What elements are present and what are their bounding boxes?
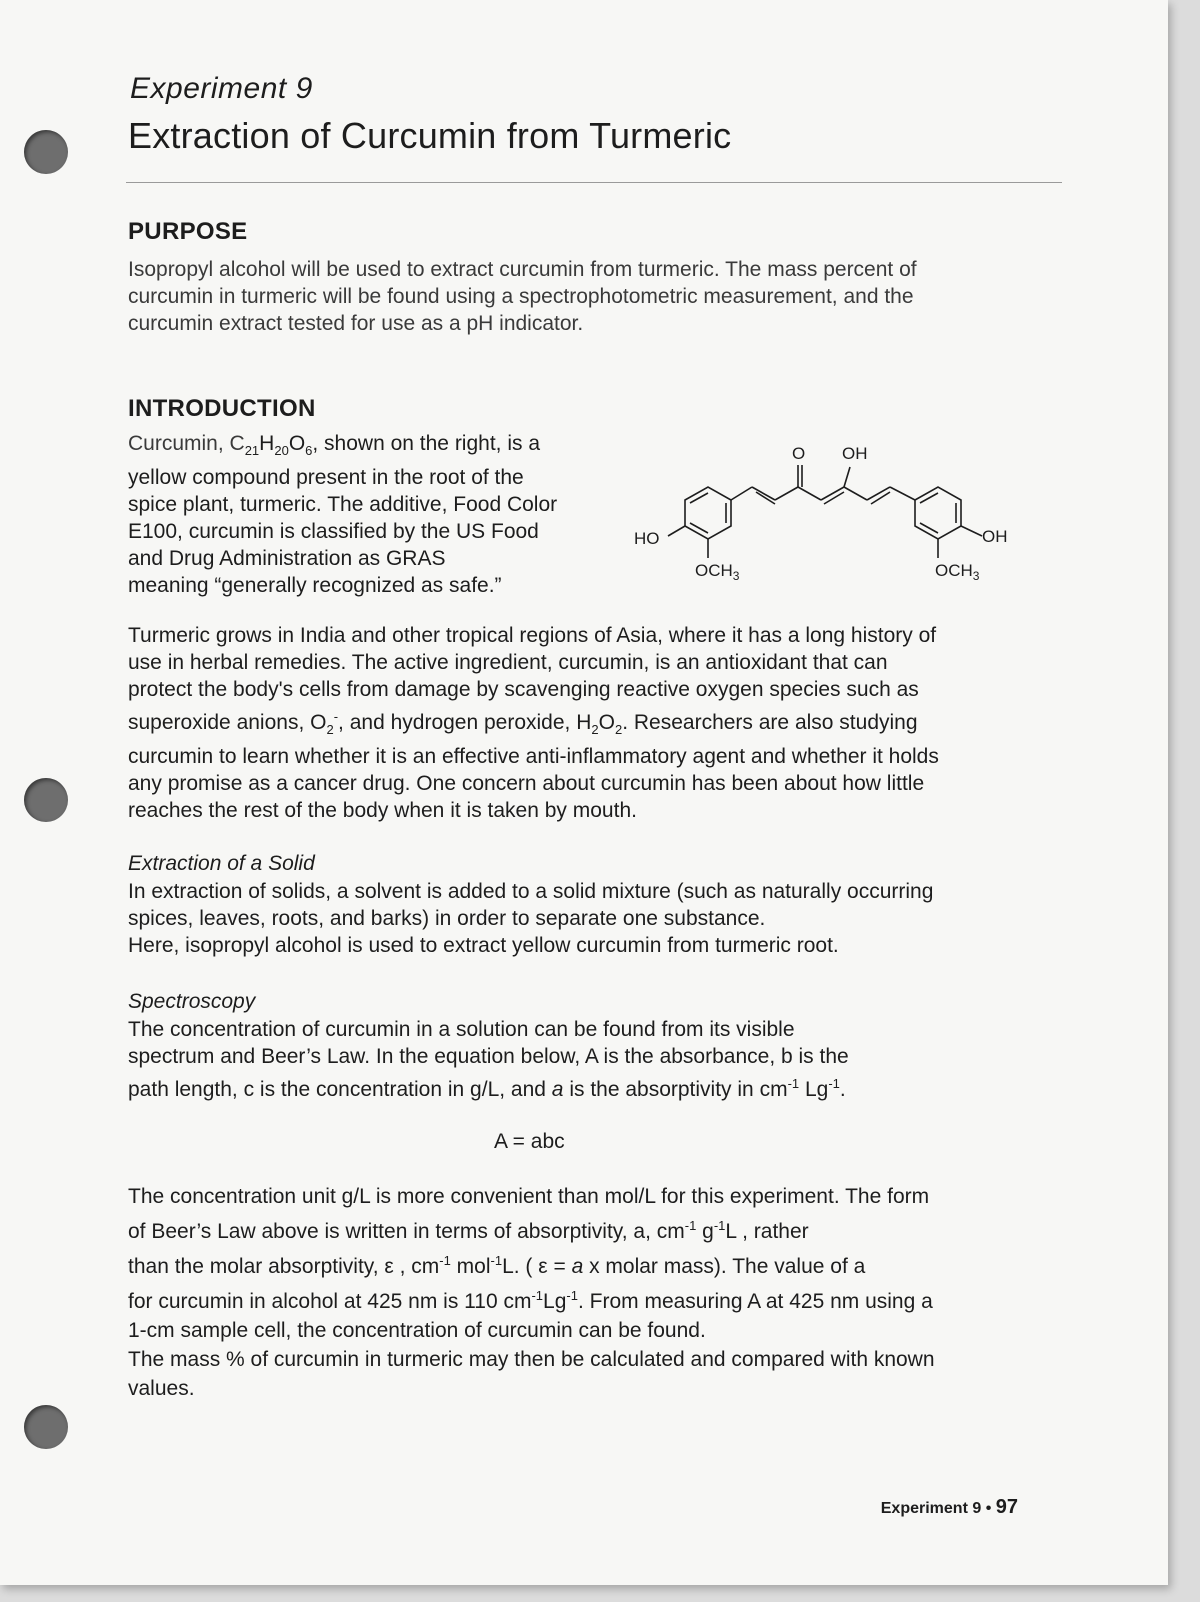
paragraph-line [128, 1211, 935, 1246]
page-number: 97 [995, 1496, 1018, 1518]
exponent: -1 [531, 1288, 544, 1303]
formula-sub: 6 [305, 443, 313, 459]
intro-line: and Drug Administration as GRAS [128, 547, 446, 571]
page-footer [881, 1496, 1018, 1519]
paragraph-line: Here, isopropyl alcohol is used to extract yellow curcumin from turmeric root. [128, 934, 839, 957]
paragraph-line: Turmeric grows in India and other tropical regions of Asia, where it has a long history of [128, 624, 937, 647]
purpose-paragraph [128, 256, 917, 337]
paragraph-line: In extraction of solids, a solvent is added to a solid mixture (such as naturally occurring [128, 880, 934, 903]
text-run: path length, c is the concentration in g/L, and [128, 1078, 552, 1101]
label-ho: HO [634, 529, 660, 548]
intro-line: spice plant, turmeric. The additive, Food Color [128, 493, 558, 517]
variable-a: a [551, 1078, 564, 1101]
text-run: than the molar absorptivity, ε , cm [128, 1255, 440, 1278]
formula-suffix: , shown on the right, is a [312, 432, 541, 455]
footer-bullet: • [985, 1500, 992, 1517]
extraction-heading: Extraction of a Solid [128, 852, 315, 875]
text-run: L , rather [725, 1220, 809, 1243]
variable-a: a [571, 1255, 584, 1278]
binder-hole [24, 778, 68, 822]
extraction-paragraph [128, 878, 933, 959]
purpose-line: Isopropyl alcohol will be used to extract curcumin from turmeric. The mass percent of [128, 258, 917, 281]
text-run: . [839, 1078, 846, 1101]
paragraph-line: The concentration of curcumin in a solution can be found from its visible [128, 1018, 795, 1041]
label-methoxy-right [935, 561, 980, 583]
experiment-label: Experiment 9 [130, 72, 313, 105]
spectroscopy-heading: Spectroscopy [128, 990, 256, 1013]
structure-bonds [668, 465, 982, 558]
label-oh-right: OH [982, 527, 1008, 546]
methoxy-text: OCH [935, 561, 973, 580]
beers-law-equation: A = abc [494, 1130, 565, 1153]
paragraph-line: reaches the rest of the body when it is taken by mouth. [128, 799, 637, 823]
exponent: -1 [439, 1253, 451, 1268]
introduction-heading: INTRODUCTION [128, 395, 316, 422]
paragraph-line: 1-cm sample cell, the concentration of curcumin can be found. [128, 1319, 706, 1342]
curcumin-structure-diagram [634, 440, 1020, 600]
spectroscopy-paragraph [128, 1016, 849, 1103]
text-run: x molar mass). The value of a [583, 1255, 866, 1278]
peroxide-suffix: . Researchers are also studying [622, 711, 918, 734]
text-run: is the absorptivity in cm [563, 1078, 788, 1101]
label-enol-oh: OH [842, 444, 868, 463]
paragraph-line: spices, leaves, roots, and barks) in order to separate one substance. [128, 907, 766, 930]
footer-label: Experiment 9 [880, 1500, 982, 1517]
exponent: -1 [713, 1218, 726, 1233]
paragraph-line: spectrum and Beer’s Law. In the equation below, A is the absorbance, b is the [128, 1045, 849, 1068]
binder-hole [24, 130, 68, 174]
formula-o: O [288, 432, 306, 455]
methoxy-sub: 3 [972, 569, 980, 583]
binder-hole [24, 1405, 68, 1449]
text-run: of Beer’s Law above is written in terms of absorptivity, a, cm [128, 1220, 685, 1243]
paragraph-line [128, 1070, 849, 1103]
paragraph-line: use in herbal remedies. The active ingredient, curcumin, is an antioxidant that can [128, 651, 888, 674]
introduction-side-text [128, 430, 557, 599]
peroxide-o: O [598, 711, 615, 734]
exponent: -1 [828, 1076, 840, 1091]
paragraph-line: any promise as a cancer drug. One concern about curcumin has been about how little [128, 772, 925, 796]
paragraph-line: values. [128, 1377, 195, 1400]
formula-prefix: Curcumin, C [128, 432, 245, 455]
paragraph-line: protect the body's cells from damage by scavenging reactive oxygen species such as [128, 678, 919, 701]
formula-sub: 20 [274, 443, 289, 459]
paragraph-line: The mass % of curcumin in turmeric may then be calculated and compared with known [128, 1348, 935, 1371]
paragraph-line [128, 1281, 935, 1316]
text-run: Lg [543, 1290, 567, 1313]
paragraph-line: curcumin to learn whether it is an effective anti-inflammatory agent and whether it holds [128, 745, 939, 769]
exponent: -1 [566, 1288, 578, 1303]
paragraph-line: The concentration unit g/L is more convenient than mol/L for this experiment. The form [128, 1185, 930, 1208]
text-run: Lg [799, 1078, 829, 1101]
peroxide-text: , and hydrogen peroxide, H [338, 711, 592, 734]
text-run: L. ( ε = [502, 1255, 572, 1278]
superoxide-line [128, 703, 939, 743]
purpose-heading: PURPOSE [128, 218, 248, 245]
exponent: -1 [787, 1076, 800, 1091]
title-divider [126, 182, 1062, 183]
text-run: . From measuring A at 425 nm using a [577, 1290, 933, 1313]
text-run: mol [450, 1255, 491, 1278]
purpose-line: curcumin extract tested for use as a pH indicator. [128, 312, 584, 335]
exponent: -1 [490, 1253, 503, 1268]
paragraph-line [128, 1246, 935, 1281]
peroxide-sub: 2 [614, 722, 623, 738]
formula-sub: 21 [244, 443, 260, 459]
intro-line: E100, curcumin is classified by the US Food [128, 520, 539, 544]
formula-h: H [259, 432, 275, 455]
turmeric-paragraph [128, 622, 939, 824]
superoxide-prefix: superoxide anions, O [128, 711, 327, 734]
methoxy-sub: 3 [732, 569, 740, 583]
text-run: g [696, 1220, 714, 1243]
peroxide-sub: 2 [591, 722, 599, 738]
intro-line: meaning “generally recognized as safe.” [128, 574, 502, 598]
purpose-line: curcumin in turmeric will be found using a spectrophotometric measurement, and the [128, 285, 914, 308]
label-carbonyl-oxygen: O [792, 444, 806, 463]
label-methoxy-left [695, 561, 740, 583]
superoxide-sup: - [333, 709, 339, 724]
beer-paragraph [128, 1182, 935, 1403]
page-title: Extraction of Curcumin from Turmeric [128, 115, 732, 156]
exponent: -1 [684, 1218, 697, 1233]
text-run: for curcumin in alcohol at 425 nm is 110 cm [128, 1290, 532, 1313]
methoxy-text: OCH [695, 561, 733, 580]
intro-line: yellow compound present in the root of the [128, 466, 524, 490]
superoxide-sub: 2 [326, 722, 334, 738]
formula-line [128, 430, 557, 464]
